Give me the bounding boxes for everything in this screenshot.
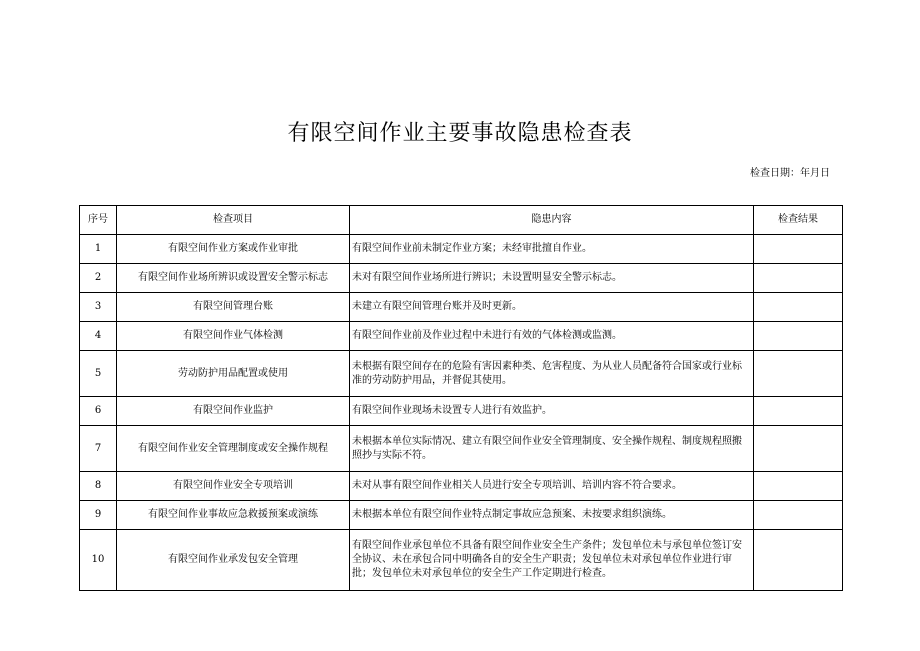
hazard-content: 未根据本单位有限空间作业特点制定事故应急预案、未按要求组织演练。 [350, 501, 754, 530]
row-number: 4 [80, 322, 117, 351]
table-row [80, 235, 843, 264]
hazard-content: 未根据本单位实际情况、建立有限空间作业安全管理制度、安全操作规程、制度规程照搬照抄与实际不符。 [350, 426, 754, 472]
row-number: 5 [80, 351, 117, 397]
hazard-content: 有限空间作业前未制定作业方案；未经审批擅自作业。 [350, 235, 754, 264]
header-item: 检查项目 [117, 206, 350, 235]
hazard-content: 未对有限空间作业场所进行辨识；未设置明显安全警示标志。 [350, 264, 754, 293]
table-row [80, 351, 843, 397]
table-row [80, 264, 843, 293]
row-number: 10 [80, 530, 117, 591]
inspection-result-cell[interactable] [754, 264, 843, 293]
inspection-item: 有限空间作业事故应急救援预案或演练 [117, 501, 350, 530]
inspection-result-cell[interactable] [754, 472, 843, 501]
inspection-item: 劳动防护用品配置或使用 [117, 351, 350, 397]
inspection-result-cell[interactable] [754, 426, 843, 472]
page-title: 有限空间作业主要事故隐患检查表 [287, 121, 633, 146]
table-row [80, 397, 843, 426]
row-number: 3 [80, 293, 117, 322]
inspection-table [79, 205, 843, 591]
hazard-content: 有限空间作业前及作业过程中未进行有效的气体检测或监测。 [350, 322, 754, 351]
header-hazard: 隐患内容 [350, 206, 754, 235]
table-row [80, 293, 843, 322]
hazard-content: 未建立有限空间管理台账并及时更新。 [350, 293, 754, 322]
table-row [80, 322, 843, 351]
hazard-content: 有限空间作业现场未设置专人进行有效监护。 [350, 397, 754, 426]
row-number: 8 [80, 472, 117, 501]
inspection-result-cell[interactable] [754, 235, 843, 264]
inspection-result-cell[interactable] [754, 397, 843, 426]
table-row [80, 472, 843, 501]
inspection-item: 有限空间作业安全专项培训 [117, 472, 350, 501]
row-number: 1 [80, 235, 117, 264]
inspection-date-label: 检查日期：年月日 [750, 168, 830, 179]
table-row [80, 426, 843, 472]
inspection-item: 有限空间作业气体检测 [117, 322, 350, 351]
inspection-result-cell[interactable] [754, 501, 843, 530]
row-number: 7 [80, 426, 117, 472]
inspection-result-cell[interactable] [754, 322, 843, 351]
inspection-result-cell[interactable] [754, 351, 843, 397]
inspection-result-cell[interactable] [754, 530, 843, 591]
inspection-item: 有限空间管理台账 [117, 293, 350, 322]
row-number: 9 [80, 501, 117, 530]
header-result: 检查结果 [754, 206, 843, 235]
table-row [80, 501, 843, 530]
hazard-content: 未根据有限空间存在的危险有害因素种类、危害程度、为从业人员配备符合国家或行业标准的劳动防护用品，并督促其使用。 [350, 351, 754, 397]
inspection-result-cell[interactable] [754, 293, 843, 322]
header-no: 序号 [80, 206, 117, 235]
table-row [80, 530, 843, 591]
table-header-row [80, 206, 843, 235]
hazard-content: 未对从事有限空间作业相关人员进行安全专项培训、培训内容不符合要求。 [350, 472, 754, 501]
row-number: 6 [80, 397, 117, 426]
inspection-item: 有限空间作业承发包安全管理 [117, 530, 350, 591]
inspection-item: 有限空间作业安全管理制度或安全操作规程 [117, 426, 350, 472]
hazard-content: 有限空间作业承包单位不具备有限空间作业安全生产条件；发包单位未与承包单位签订安全协议、未在承包合同中明确各自的安全生产职责；发包单位未对承包单位作业进行审批；发包单位未对承包单位的安全生产工作定期进行检查。 [350, 530, 754, 591]
inspection-item: 有限空间作业场所辨识或设置安全警示标志 [117, 264, 350, 293]
row-number: 2 [80, 264, 117, 293]
inspection-item: 有限空间作业方案或作业审批 [117, 235, 350, 264]
inspection-item: 有限空间作业监护 [117, 397, 350, 426]
